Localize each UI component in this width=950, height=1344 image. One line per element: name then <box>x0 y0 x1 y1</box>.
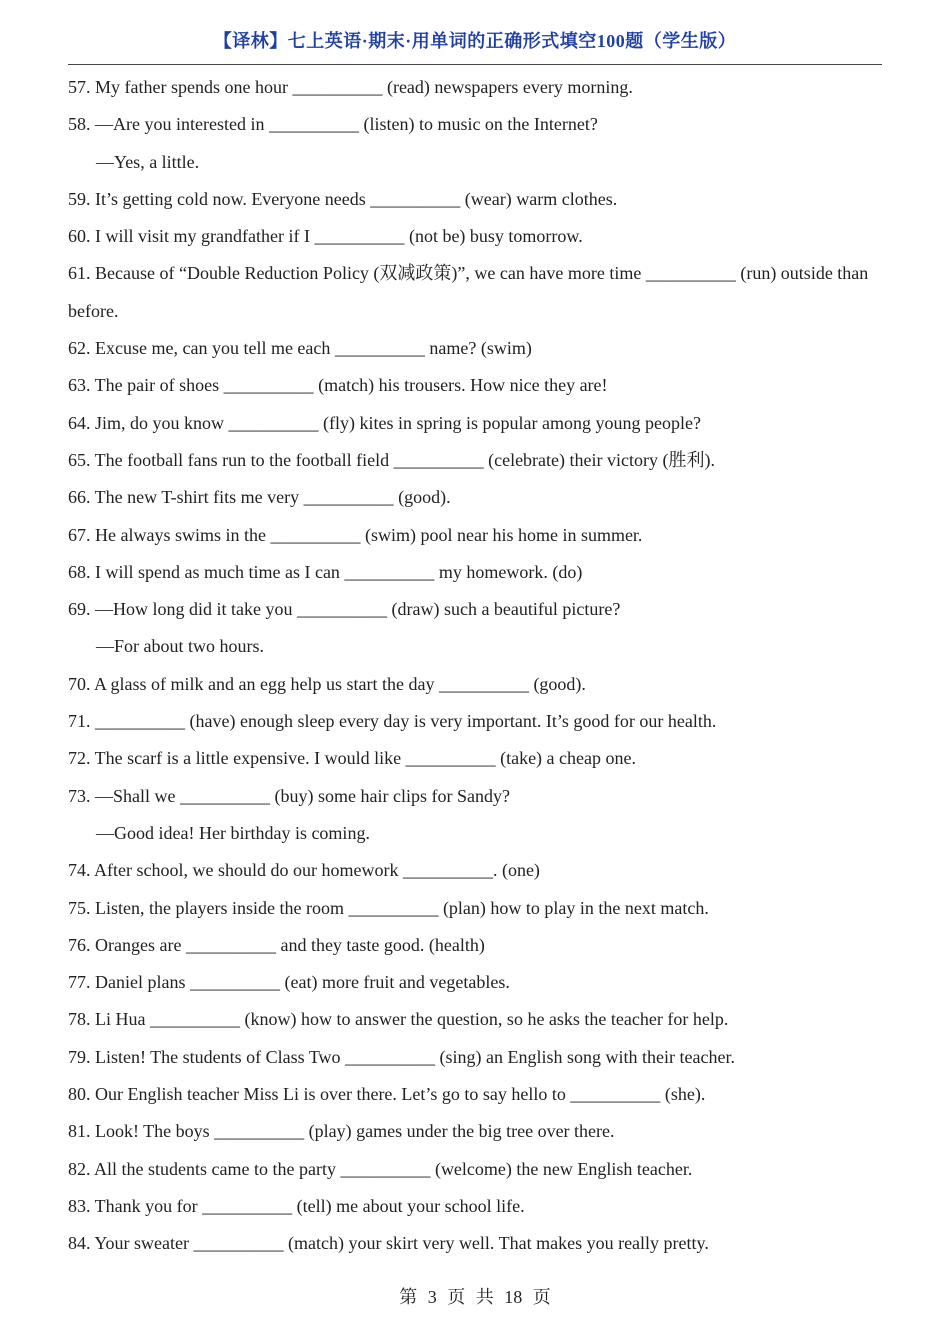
question-58-answer: —Yes, a little. <box>96 151 200 172</box>
question-66: 66. The new T-shirt fits me very __________ (good). <box>68 487 451 508</box>
question-58: 58. —Are you interested in __________ (listen) to music on the Internet? <box>68 114 598 135</box>
question-79: 79. Listen! The students of Class Two __________ (sing) an English song with their teacher. <box>68 1046 735 1067</box>
question-59: 59. It’s getting cold now. Everyone needs __________ (wear) warm clothes. <box>68 188 618 209</box>
question-78: 78. Li Hua __________ (know) how to answer the question, so he asks the teacher for help. <box>68 1009 729 1030</box>
document-title: 【译林】七上英语·期末·用单词的正确形式填空100题（学生版） <box>213 31 737 51</box>
question-80: 80. Our English teacher Miss Li is over there. Let’s go to say hello to __________ (she). <box>68 1084 706 1105</box>
page-number: 第 3 页 共 18 页 <box>399 1287 551 1307</box>
question-83: 83. Thank you for __________ (tell) me about your school life. <box>68 1195 525 1216</box>
question-72: 72. The scarf is a little expensive. I would like __________ (take) a cheap one. <box>68 748 636 769</box>
question-84: 84. Your sweater __________ (match) your skirt very well. That makes you really pretty. <box>68 1233 709 1254</box>
question-73: 73. —Shall we __________ (buy) some hair clips for Sandy? <box>68 785 510 806</box>
question-73-answer: —Good idea! Her birthday is coming. <box>96 822 370 843</box>
question-82: 82. All the students came to the party __________ (welcome) the new English teacher. <box>68 1158 693 1179</box>
header-divider <box>68 64 882 65</box>
question-75: 75. Listen, the players inside the room __________ (plan) how to play in the next match. <box>68 897 709 918</box>
question-61: 61. Because of “Double Reduction Policy (双减政策)”, we can have more time __________ (run) outside than before. <box>68 263 869 321</box>
question-69-answer: —For about two hours. <box>96 636 264 657</box>
question-76: 76. Oranges are __________ and they taste good. (health) <box>68 934 485 955</box>
question-64: 64. Jim, do you know __________ (fly) kites in spring is popular among young people? <box>68 412 701 433</box>
question-68: 68. I will spend as much time as I can __________ my homework. (do) <box>68 561 583 582</box>
question-65: 65. The football fans run to the football field __________ (celebrate) their victory (胜利). <box>68 449 715 470</box>
question-74: 74. After school, we should do our homework __________. (one) <box>68 860 540 881</box>
question-71: 71. __________ (have) enough sleep every day is very important. It’s good for our health. <box>68 711 717 732</box>
question-81: 81. Look! The boys __________ (play) games under the big tree over there. <box>68 1121 615 1142</box>
question-69: 69. —How long did it take you __________ (draw) such a beautiful picture? <box>68 599 621 620</box>
question-67: 67. He always swims in the __________ (swim) pool near his home in summer. <box>68 524 643 545</box>
question-57: 57. My father spends one hour __________ (read) newspapers every morning. <box>68 77 633 97</box>
question-63: 63. The pair of shoes __________ (match) his trousers. How nice they are! <box>68 375 608 396</box>
question-70: 70. A glass of milk and an egg help us start the day __________ (good). <box>68 673 586 694</box>
exercise-list <box>68 69 884 1263</box>
question-77: 77. Daniel plans __________ (eat) more fruit and vegetables. <box>68 972 510 993</box>
question-60: 60. I will visit my grandfather if I __________ (not be) busy tomorrow. <box>68 226 583 247</box>
question-62: 62. Excuse me, can you tell me each __________ name? (swim) <box>68 338 532 359</box>
